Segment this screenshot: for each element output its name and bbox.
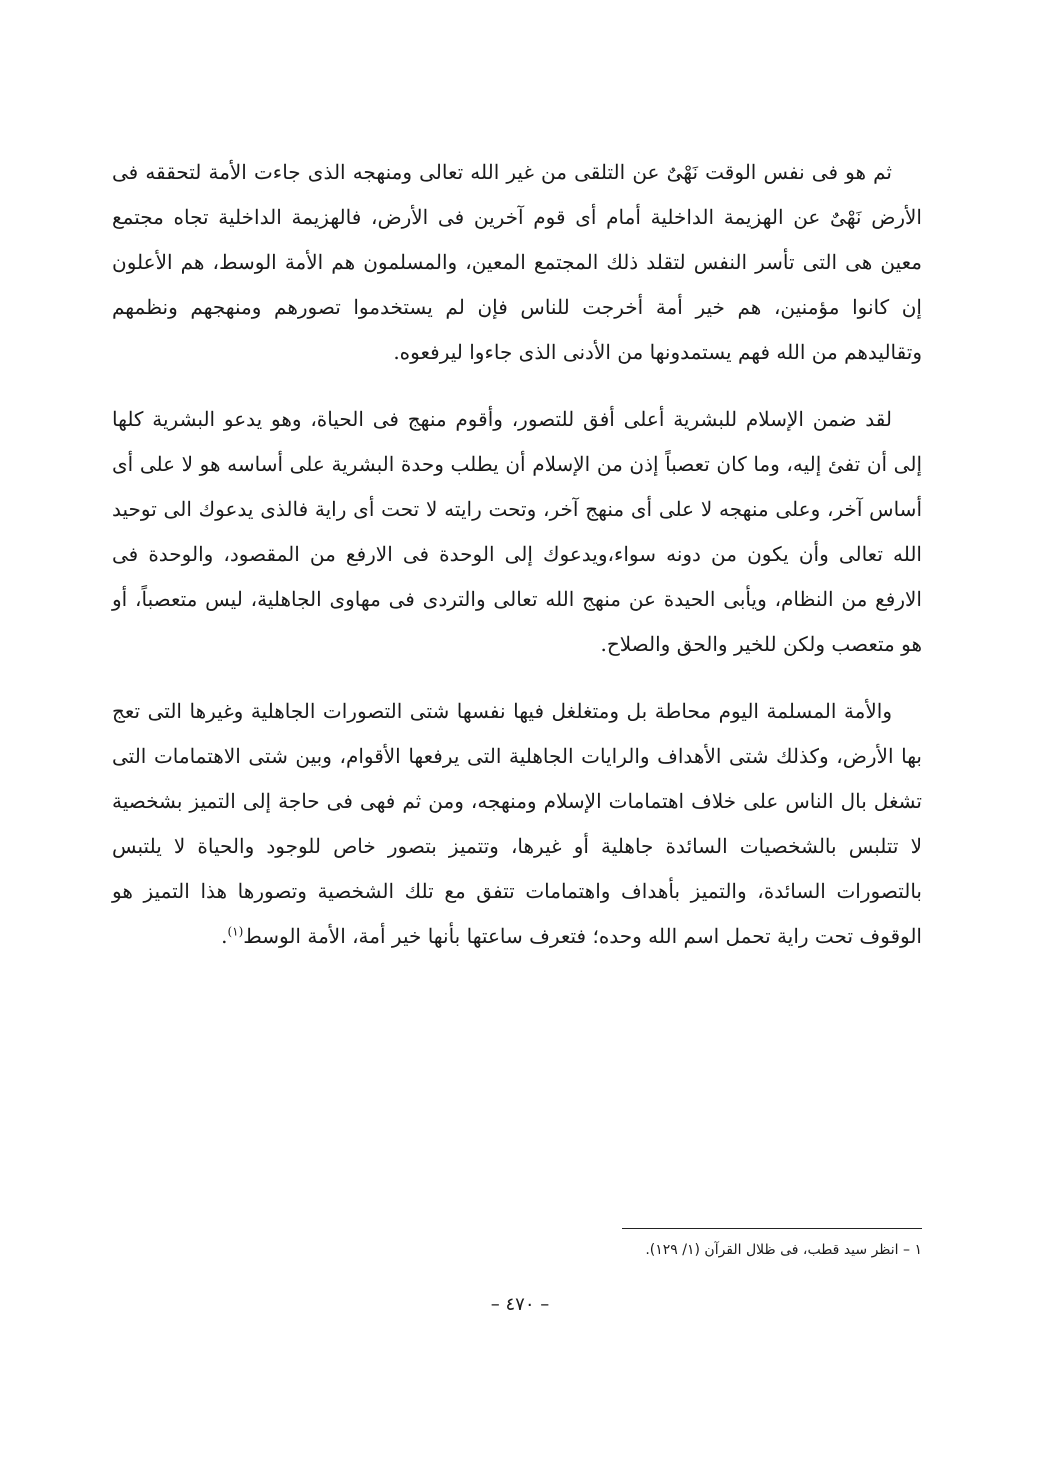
- body-text: [112, 150, 922, 981]
- footnote: ١ – انظر سيد قطب، فى ظلال القرآن (١/ ١٢٩).: [645, 1242, 922, 1258]
- page-number: – ٤٧٠ –: [490, 1294, 550, 1315]
- paragraph-3-end: .: [221, 924, 228, 948]
- paragraph-3-text: والأمة المسلمة اليوم محاطة بل ومتغلغل فيها نفسها شتى التصورات الجاهلية وغيرها التى تعج بها الأرض، وكذلك شتى الأهداف والرايات الجاهلية التى يرفعها الأقوام، وبين شتى الاهتمامات التى تشغل بال الناس على خلاف اهتمامات الإسلام ومنهجه، ومن ثم فهى فى حاجة إلى التميز بشخصية لا تتلبس بالشخصيات السائدة جاهلية أو غيرها، وتتميز بتصور خاص للوجود والحياة لا يلتبس بالتصورات السائدة، والتميز بأهداف واهتمامات تتفق مع تلك الشخصية وتصورها هذا التميز هو الوقوف تحت راية تحمل اسم الله وحده؛ فتعرف ساعتها بأنها خير أمة، الأمة الوسط: [112, 699, 922, 948]
- footnote-separator: [622, 1228, 922, 1229]
- paragraph-3: [112, 689, 922, 959]
- paragraph-2: لقد ضمن الإسلام للبشرية أعلى أفق للتصور، وأقوم منهج فى الحياة، وهو يدعو البشرية كلها إلى أن تفئ إليه، وما كان تعصباً إذن من الإسلام أن يطلب وحدة البشرية على أساسه هو لا على أى أساس آخر، وعلى منهجه لا على أى منهج آخر، وتحت رايته لا تحت أى راية فالذى يدعوك الى توحيد الله تعالى وأن يكون من دونه سواء،ويدعوك إلى الوحدة فى الارفع من المقصود، والوحدة فى الارفع من النظام، ويأبى الحيدة عن منهج الله تعالى والتردى فى مهاوى الجاهلية، ليس متعصباً، أو هو متعصب ولكن للخير والحق والصلاح.: [112, 407, 922, 656]
- paragraph-1: ثم هو فى نفس الوقت نَهْىٌ عن التلقى من غير الله تعالى ومنهجه الذى جاءت الأمة لتحققه فى الأرض نَهْىٌ عن الهزيمة الداخلية أمام أى قوم آخرين فى الأرض، فالهزيمة الداخلية تجاه مجتمع معين هى التى تأسر النفس لتقلد ذلك المجتمع المعين، والمسلمون هم الأمة الوسط، هم الأعلون إن كانوا مؤمنين، هم خير أمة أخرجت للناس فإن لم يستخدموا تصورهم ومنهجهم ونظمهم وتقاليدهم من الله فهم يستمدونها من الأدنى الذى جاءوا ليرفعوه.: [112, 160, 922, 364]
- footnote-reference[interactable]: (١): [227, 924, 244, 939]
